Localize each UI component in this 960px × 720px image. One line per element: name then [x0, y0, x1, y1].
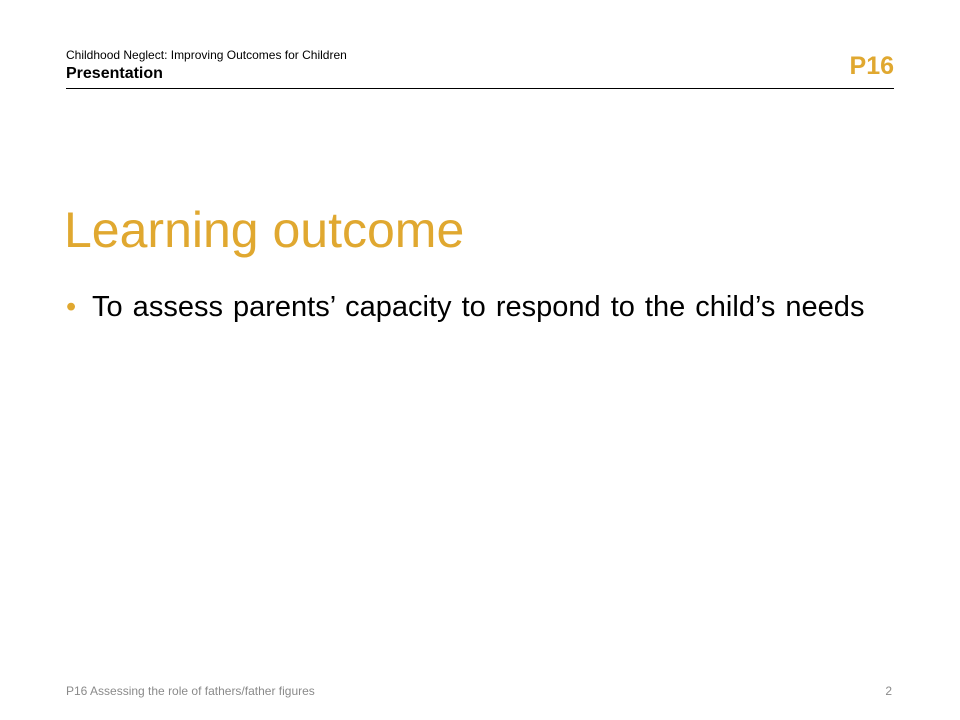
page-number: 2 — [885, 684, 892, 698]
footer-title: P16 Assessing the role of fathers/father figures — [66, 684, 315, 698]
bullet-text: To assess parents’ capacity to respond to the child’s needs — [92, 291, 865, 323]
slide-title: Learning outcome — [64, 202, 465, 258]
section-code: P16 — [849, 52, 894, 80]
bullet-list — [66, 288, 866, 326]
course-title: Childhood Neglect: Improving Outcomes for Children — [66, 48, 347, 62]
document-type: Presentation — [66, 65, 163, 82]
header-divider — [66, 88, 894, 89]
bullet-item — [66, 288, 866, 326]
bullet-icon: • — [66, 291, 77, 323]
